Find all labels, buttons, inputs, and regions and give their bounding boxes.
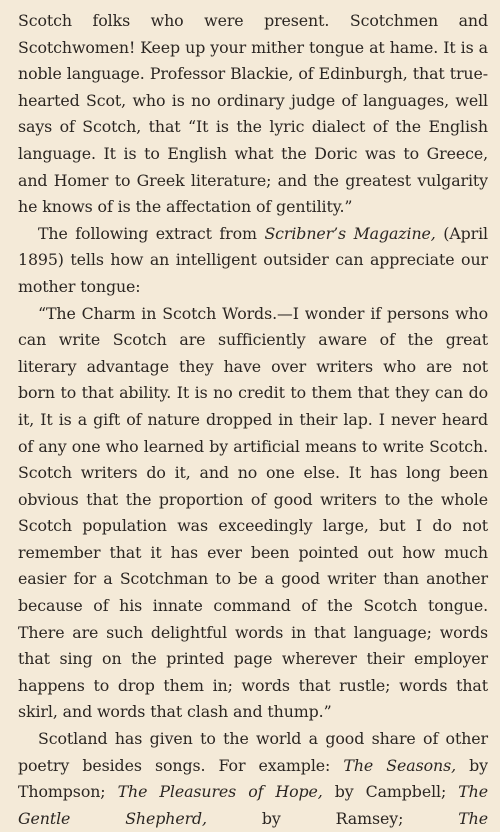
magazine-title: Scribner’s Magazine, <box>264 223 436 243</box>
title-the-seasons: The Seasons, <box>343 755 457 775</box>
scribners-intro-text-a: The following extract from <box>38 223 265 243</box>
scribners-intro-text-b: (April 1895) tells how an intelligent outsider can appreciate our mother tongue: <box>18 223 489 296</box>
title-pleasures-of-hope: The Pleasures of Hope, <box>117 782 323 802</box>
poetry-text-d: by Ramsey; <box>206 808 459 828</box>
paragraph-scottish-poetry <box>18 726 488 832</box>
quoted-extract-text: “The Charm in Scotch Words.—I wonder if persons who can write Scotch are sufficiently aware of the great literary advantage they have over writers who are not born to that ability. It is no credit to them that they can do it, It is a gift of nature dropped in their lap. I never heard of any one who learned by artificial means to write Scotch. Scotch writers do it, and no one else. It has long been obvious that the proportion of good writers to the whole Scotch population was exceedingly large, but I do not remember that it has ever been pointed out how much easier for a Scotchman to be a good writer than another because of his innate command of the Scotch tongue. There are such delightful words in that language; words that sing on the printed page wherever their employer happens to drop them in; words that rustle; words that skirl, and words that clash and thump.” <box>18 303 488 722</box>
poetry-text-b: by Thompson; <box>18 755 488 802</box>
paragraph-scribners-intro <box>18 221 488 301</box>
paragraph-blackie <box>18 8 488 221</box>
paragraph-quoted-extract <box>18 301 488 727</box>
title-the-fragment: The <box>458 808 488 828</box>
title-gentle-shepherd: The Gentle Shepherd, <box>18 782 488 828</box>
paragraph-blackie-text: Scotch folks who were present. Scotchmen and Scotchwomen! Keep up your mither tongue at hame. It is a noble language. Professor Blackie, of Edinburgh, that true-hearted Scot, who is no ordinary judge of languages, well says of Scotch, that “It is the lyric dialect of the English language. It is to English what the Doric was to Greece, and Homer to Greek literature; and the greatest vulgarity he knows of is the affectation of gentility.” <box>18 11 488 217</box>
poetry-text-c: by Campbell; <box>322 782 459 802</box>
poetry-text-a: Scotland has given to the world a good share of other poetry besides songs. For example: <box>18 729 488 775</box>
